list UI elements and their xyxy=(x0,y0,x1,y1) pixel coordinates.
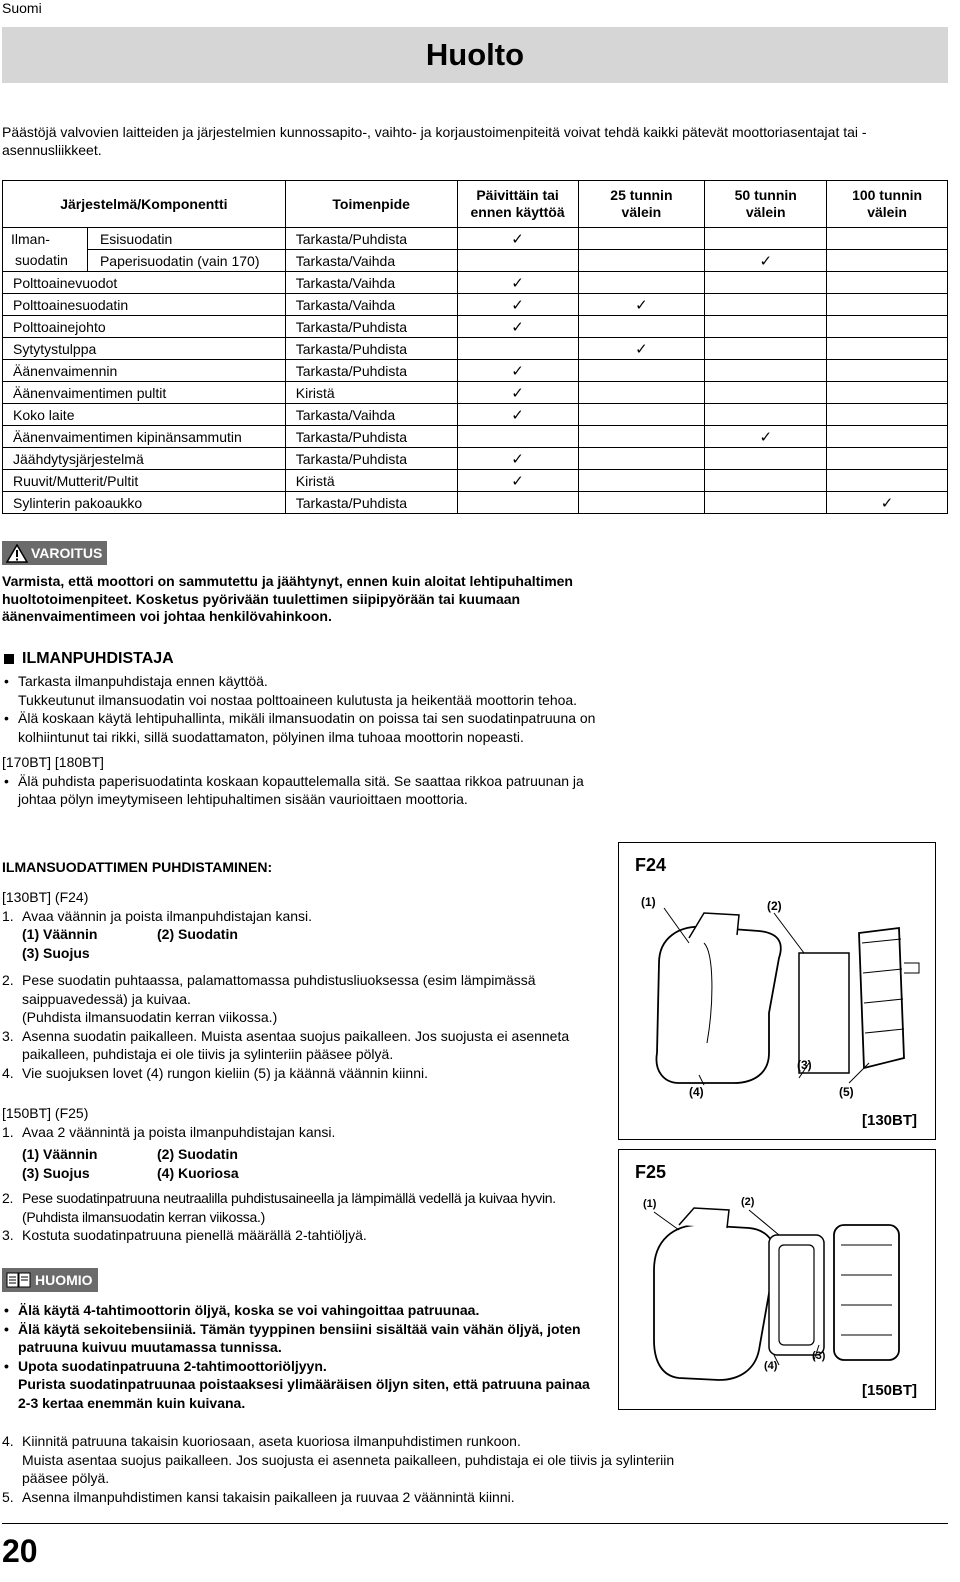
check-mark: ✓ xyxy=(457,404,578,426)
note-text xyxy=(2,1301,602,1412)
list-item: • Tarkasta ilmanpuhdistaja ennen käyttöä. Tukkeutunut ilmansuodatin voi nostaa polttoaineen kulutusta ja heikentää moottorin tehoa. xyxy=(2,672,602,709)
warning-text: Varmista, että moottori on sammutettu ja jäähtynyt, ennen kuin aloitat lehtipuhaltimen huoltotoimenpiteet. Kosketus pyörivään tuulettimen siipipyörään tai kuumaan äänenvaimentimeen voi johtaa henkilövahinkoon. xyxy=(2,573,573,624)
figure-label: (5) xyxy=(839,1085,854,1099)
cell-component: Paperisuodatin (vain 170) xyxy=(87,250,285,272)
check-mark: ✓ xyxy=(705,250,827,272)
table-row xyxy=(3,316,948,338)
cell-component: Sytytystulppa xyxy=(3,338,286,360)
figure-label: (4) xyxy=(764,1360,778,1372)
list-item: 1. Avaa väännin ja poista ilmanpuhdistajan kansi. xyxy=(2,907,313,924)
check-mark: ✓ xyxy=(457,470,578,492)
figure-label: (1) xyxy=(641,895,656,909)
cell-component: Äänenvaimentimen kipinänsammutin xyxy=(3,426,286,448)
figure-label: (3) xyxy=(812,1350,826,1362)
check-mark: ✓ xyxy=(457,382,578,404)
header-daily: Päivittäin tai ennen käyttöä xyxy=(457,181,578,228)
warning-triangle-icon xyxy=(6,544,28,563)
figure-title: F25 xyxy=(635,1162,667,1182)
list-item: 1. Avaa 2 väännintä ja poista ilmanpuhdistajan kansi. xyxy=(2,1123,336,1140)
table-row xyxy=(3,250,948,272)
header-50h: 50 tunnin välein xyxy=(705,181,827,228)
parts-list: (1) Väännin (2) Suodatin (3) Suojus xyxy=(22,926,238,961)
f24-illustration xyxy=(619,843,935,1139)
maintenance-table xyxy=(2,180,948,514)
figure-model: [130BT] xyxy=(861,1112,917,1129)
table-row xyxy=(3,382,948,404)
group-label-airfilter: Ilman- suodatin xyxy=(3,228,88,272)
title-bar xyxy=(2,27,948,83)
cell-action: Tarkasta/Puhdista xyxy=(285,426,457,448)
list-item: 3. Kostuta suodatinpatruuna pienellä määrällä 2-tahtiöljyä. xyxy=(2,1227,367,1243)
cell-component: Äänenvaimennin xyxy=(3,360,286,382)
table-row xyxy=(3,426,948,448)
table-header-row xyxy=(3,181,948,228)
header-100h: 100 tunnin välein xyxy=(827,181,948,228)
cell-component: Polttoainesuodatin xyxy=(3,294,286,316)
cell-component: Polttoainevuodot xyxy=(3,272,286,294)
book-note-icon xyxy=(6,1271,32,1289)
check-mark: ✓ xyxy=(578,338,705,360)
check-mark: ✓ xyxy=(457,360,578,382)
cell-action: Tarkasta/Puhdista xyxy=(285,338,457,360)
page-number: 20 xyxy=(2,1533,38,1569)
table-row xyxy=(3,470,948,492)
cell-action: Tarkasta/Vaihda xyxy=(285,294,457,316)
figure-f25 xyxy=(618,1149,936,1410)
header-25h: 25 tunnin välein xyxy=(578,181,705,228)
figure-title: F24 xyxy=(635,855,667,875)
figure-label: (2) xyxy=(767,899,782,913)
check-mark: ✓ xyxy=(457,316,578,338)
table-row xyxy=(3,294,948,316)
cell-action: Kiristä xyxy=(285,470,457,492)
cell-action: Tarkasta/Puhdista xyxy=(285,492,457,514)
cleaning-heading: ILMANSUODATTIMEN PUHDISTAMINEN: xyxy=(2,859,273,875)
list-item: • Upota suodatinpatruuna 2-tahtimoottoriöljyyn. Purista suodatinpatruunaa poistaaksesi ylimääräisen öljyn siten, että patruuna painaa 2-3 kertaa enemmän kuin kuivana. xyxy=(2,1357,602,1413)
final-steps xyxy=(2,1432,682,1506)
model-label: [130BT] (F24) xyxy=(2,889,89,905)
cell-component: Ruuvit/Mutterit/Pultit xyxy=(3,470,286,492)
warning-label: VAROITUS xyxy=(31,545,103,561)
cell-action: Tarkasta/Vaihda xyxy=(285,404,457,426)
cell-component: Koko laite xyxy=(3,404,286,426)
figure-label: (3) xyxy=(797,1058,812,1072)
section-heading-airfilter: ILMANPUHDISTAJA xyxy=(4,650,174,668)
cell-action: Kiristä xyxy=(285,382,457,404)
parts-list: (1) Väännin (2) Suodatin (3) Suojus (4) Kuoriosa xyxy=(22,1146,239,1181)
list-item: • Älä puhdista paperisuodatinta koskaan kopauttelemalla sitä. Se saattaa rikkoa patruunan ja johtaa pölyn imeytymiseen lehtipuhaltimen sisään vaurioittaen moottoria. xyxy=(2,772,602,809)
figure-f24 xyxy=(618,842,936,1140)
list-item: • Älä koskaan käytä lehtipuhallinta, mikäli ilmansuodatin on poissa tai sen suodatinpatruuna on kolhiintunut tai rikki, sillä suodattamaton, pölyinen ilma tuhoaa moottorin nopeasti. xyxy=(2,709,602,746)
list-item: 3. Asenna suodatin paikalleen. Muista asentaa suojus paikalleen. Jos suojusta ei asenneta paikalleen, puhdistaja ei ole tiivis ja sylinteriin pääsee pölyä. xyxy=(2,1027,570,1062)
cell-action: Tarkasta/Vaihda xyxy=(285,272,457,294)
model-label: [150BT] (F25) xyxy=(2,1105,89,1121)
figure-model: [150BT] xyxy=(861,1382,917,1399)
figure-label: (2) xyxy=(741,1196,755,1208)
check-mark: ✓ xyxy=(457,448,578,470)
footer-divider xyxy=(2,1523,948,1524)
check-mark: ✓ xyxy=(457,272,578,294)
square-bullet-icon xyxy=(4,654,14,664)
check-mark: ✓ xyxy=(578,294,705,316)
check-mark: ✓ xyxy=(457,294,578,316)
check-mark: ✓ xyxy=(827,492,948,514)
table-row xyxy=(3,272,948,294)
table-row xyxy=(3,228,948,250)
table-row xyxy=(3,338,948,360)
f24-instructions xyxy=(2,888,602,1082)
list-item: • Älä käytä sekoitebensiiniä. Tämän tyyppinen bensiini sisältää vain vähän öljyä, joten patruuna kuivuu muutamassa tunnissa. xyxy=(2,1320,602,1357)
intro-paragraph: Päästöjä valvovien laitteiden ja järjestelmien kunnossapito-, vaihto- ja korjaustoimenpiteitä voivat tehdä kaikki pätevät moottoriasentajat tai -asennusliikkeet. xyxy=(2,124,867,158)
airfilter-body xyxy=(2,672,602,809)
page-title: Huolto xyxy=(425,37,525,72)
cell-component: Sylinterin pakoaukko xyxy=(3,492,286,514)
check-mark: ✓ xyxy=(457,228,578,250)
note-badge xyxy=(2,1268,98,1292)
model-label: [170BT] [180BT] xyxy=(2,754,104,770)
cell-component: Esisuodatin xyxy=(87,228,285,250)
f25-instructions xyxy=(2,1104,602,1245)
cell-action: Tarkasta/Puhdista xyxy=(285,228,457,250)
check-mark: ✓ xyxy=(705,426,827,448)
language-label: Suomi xyxy=(2,0,42,16)
table-row xyxy=(3,360,948,382)
header-component: Järjestelmä/Komponentti xyxy=(3,181,286,228)
cell-component: Jäähdytysjärjestelmä xyxy=(3,448,286,470)
cell-component: Äänenvaimentimen pultit xyxy=(3,382,286,404)
cell-action: Tarkasta/Vaihda xyxy=(285,250,457,272)
table-row xyxy=(3,448,948,470)
list-item: 2. Pese suodatinpatruuna neutraalilla puhdistusaineella ja lämpimällä vedellä ja kuivaa hyvin. (Puhdista ilmansuodatin kerran viikossa.) xyxy=(2,1190,556,1225)
table-row xyxy=(3,492,948,514)
warning-badge xyxy=(2,541,107,566)
cell-action: Tarkasta/Puhdista xyxy=(285,360,457,382)
list-item: 4. Vie suojuksen lovet (4) rungon kieliin (5) ja käännä väännin kiinni. xyxy=(2,1064,428,1081)
figure-label: (4) xyxy=(689,1085,704,1099)
figure-label: (1) xyxy=(643,1198,657,1210)
cell-action: Tarkasta/Puhdista xyxy=(285,448,457,470)
table-row xyxy=(3,404,948,426)
list-item: 5. Asenna ilmanpuhdistimen kansi takaisin paikalleen ja ruuvaa 2 väännintä kiinni. xyxy=(2,1488,515,1505)
note-label: HUOMIO xyxy=(35,1272,93,1288)
list-item: • Älä käytä 4-tahtimoottorin öljyä, koska se voi vahingoittaa patruunaa. xyxy=(2,1301,602,1320)
header-action: Toimenpide xyxy=(285,181,457,228)
list-item: 2. Pese suodatin puhtaassa, palamattomassa puhdistusliuoksessa (esim lämpimässä saippuavedessä) ja kuivaa. (Puhdista ilmansuodatin kerran viikossa.) xyxy=(2,972,536,1025)
cell-action: Tarkasta/Puhdista xyxy=(285,316,457,338)
cell-component: Polttoainejohto xyxy=(3,316,286,338)
list-item: 4. Kiinnitä patruuna takaisin kuoriosaan, aseta kuoriosa ilmanpuhdistimen runkoon. Muista asentaa suojus paikalleen. Jos suojusta ei asenneta paikalleen, puhdistaja ei ole tiivis ja sylinteriin pääsee pölyä. xyxy=(2,1433,675,1486)
